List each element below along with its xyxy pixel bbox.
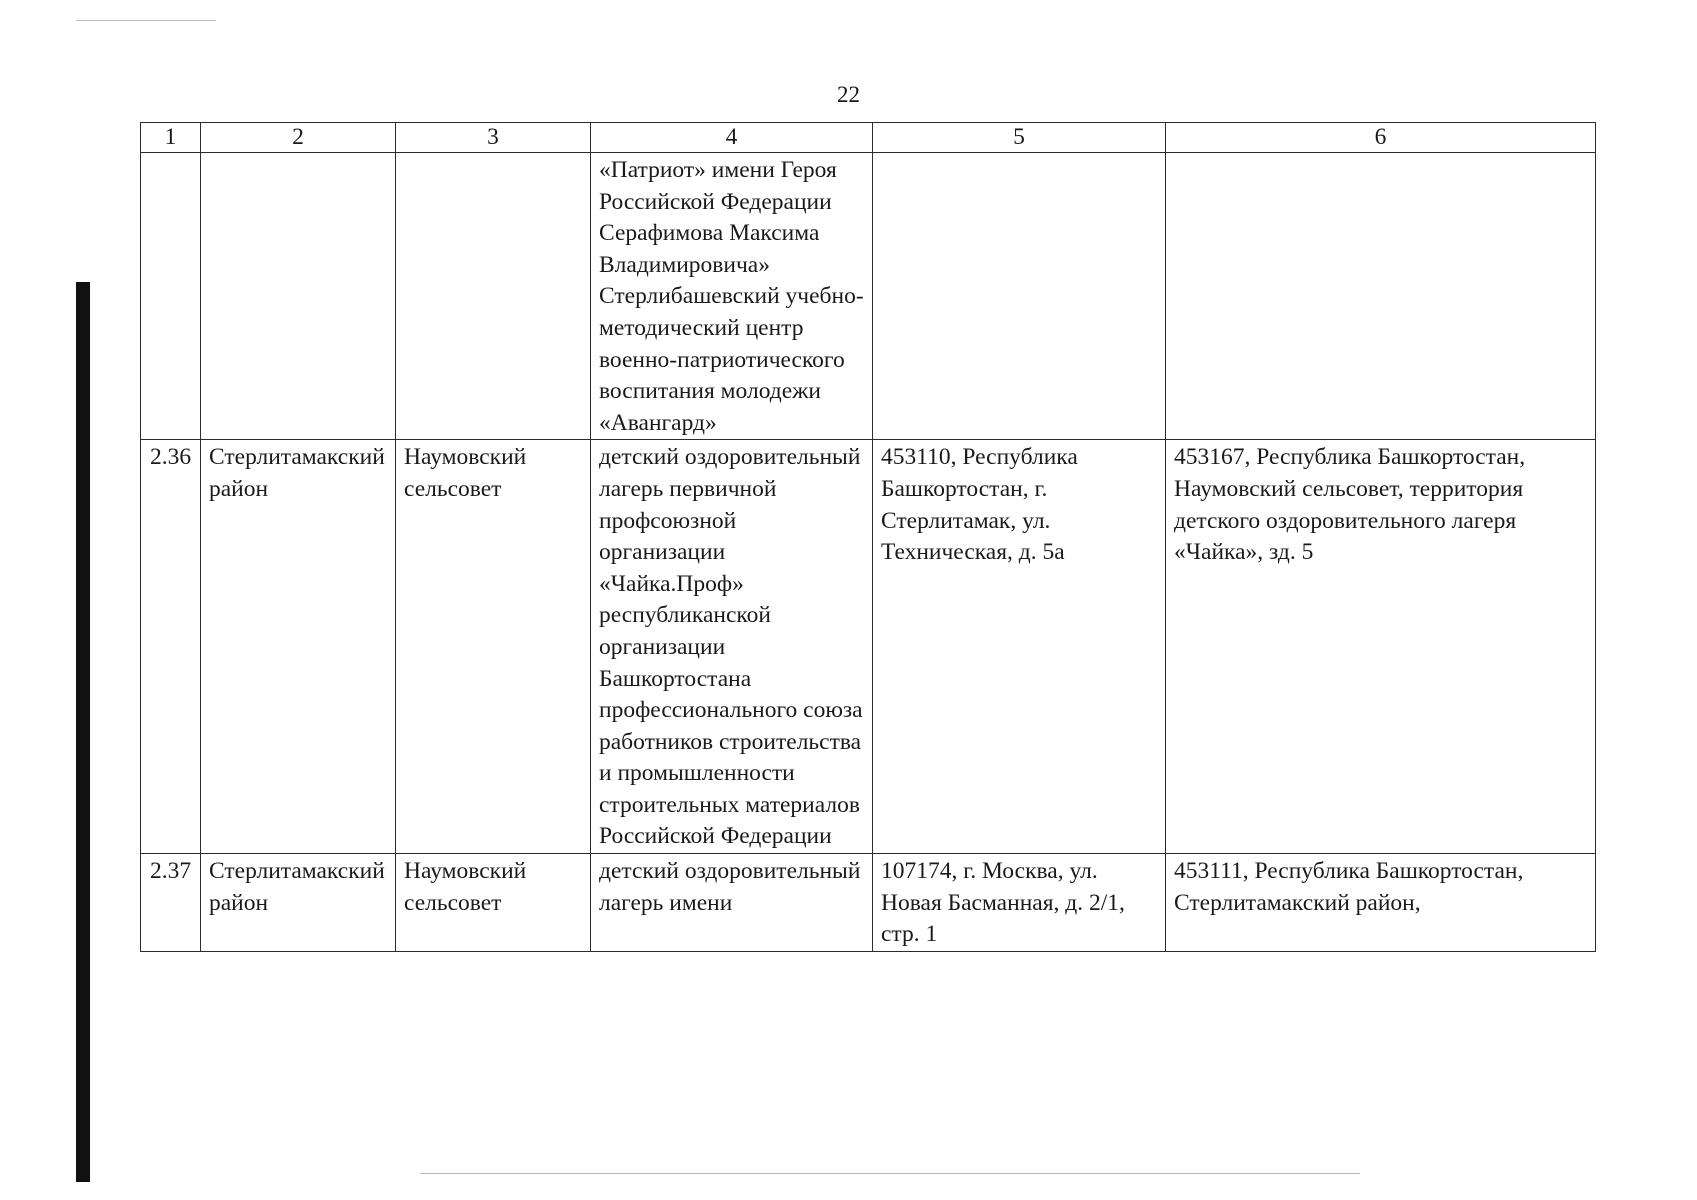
cell-organization: детский оздоровительный лагерь имени: [591, 854, 873, 952]
cell-legal-address: 107174, г. Москва, ул. Новая Басманная, д. 2/1, стр. 1: [873, 854, 1166, 952]
scan-top-rule: [76, 20, 216, 21]
cell-number: [141, 153, 201, 440]
table-row: [141, 854, 1596, 952]
registry-table: [140, 122, 1596, 952]
cell-district: Стерлитамакский район: [201, 854, 396, 952]
column-header: 1: [141, 123, 201, 153]
cell-number: 2.36: [141, 440, 201, 854]
cell-actual-address: [1166, 153, 1596, 440]
cell-organization: детский оздоровительный лагерь первичной профсоюзной организации «Чайка.Проф» республиканской организации Башкортостана профессионального союза работников строительства и промышленности строительных материалов Российской Федерации: [591, 440, 873, 854]
cell-legal-address: 453110, Республика Башкортостан, г. Стерлитамак, ул. Техническая, д. 5а: [873, 440, 1166, 854]
table-header-row: [141, 123, 1596, 153]
cell-organization: «Патриот» имени Героя Российской Федерации Серафимова Максима Владимировича» Стерлибашевский учебно-методический центр военно-патриотического воспитания молодежи «Авангард»: [591, 153, 873, 440]
column-header: 5: [873, 123, 1166, 153]
column-header: 2: [201, 123, 396, 153]
cell-council: Наумовский сельсовет: [396, 440, 591, 854]
column-header: 3: [396, 123, 591, 153]
cell-council: [396, 153, 591, 440]
table-row: [141, 440, 1596, 854]
table-row: [141, 153, 1596, 440]
cell-district: [201, 153, 396, 440]
cell-actual-address: 453111, Республика Башкортостан, Стерлитамакский район,: [1166, 854, 1596, 952]
scan-bottom-rule: [420, 1173, 1360, 1174]
cell-district: Стерлитамакский район: [201, 440, 396, 854]
page-number: 22: [837, 82, 860, 107]
cell-legal-address: [873, 153, 1166, 440]
column-header: 4: [591, 123, 873, 153]
column-header: 6: [1166, 123, 1596, 153]
cell-actual-address: 453167, Республика Башкортостан, Наумовский сельсовет, территория детского оздоровительного лагеря «Чайка», зд. 5: [1166, 440, 1596, 854]
cell-number: 2.37: [141, 854, 201, 952]
cell-council: Наумовский сельсовет: [396, 854, 591, 952]
scan-binding-shadow: [76, 282, 90, 1182]
